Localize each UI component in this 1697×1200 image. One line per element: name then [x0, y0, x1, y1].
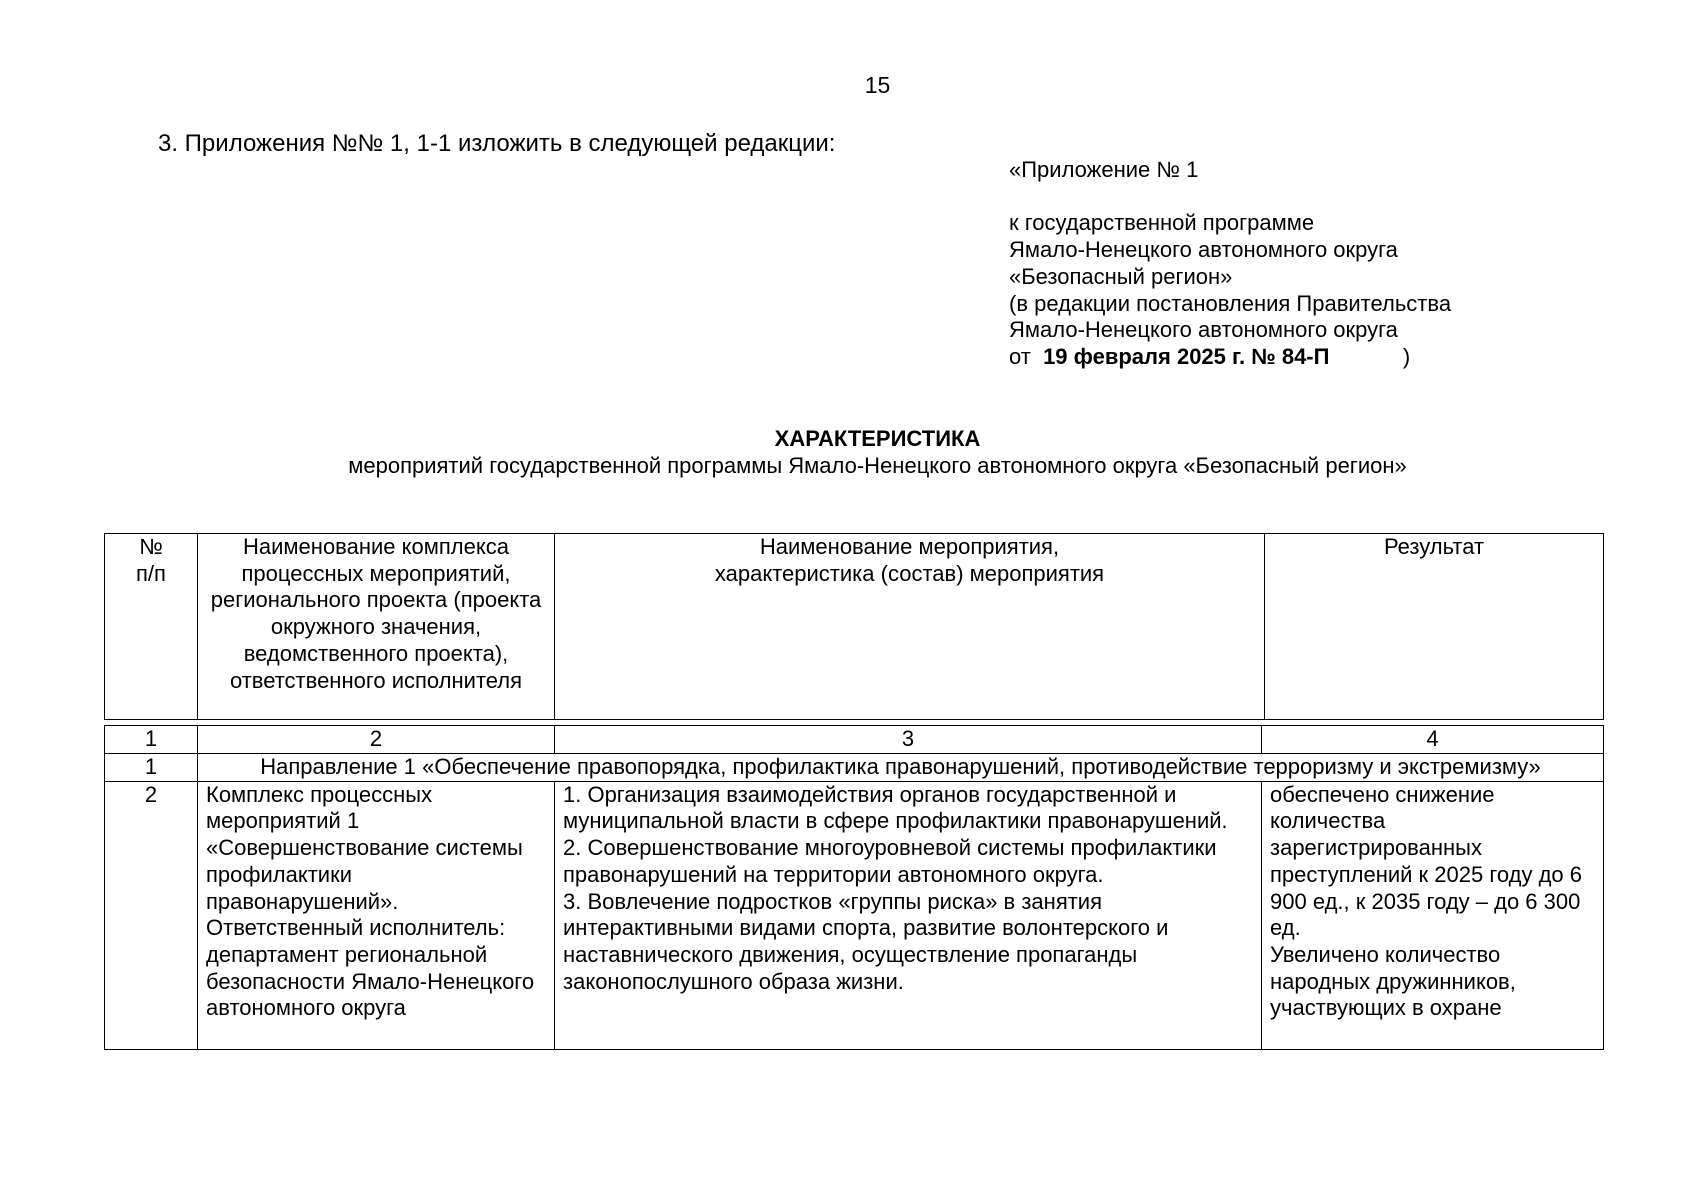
appendix-line: (в редакции постановления Правительства — [1009, 290, 1452, 316]
header-result: Результат — [1265, 534, 1604, 720]
result-text: обеспечено снижение количества зарегистрированных преступлений к 2025 году до 6 900 ед., к 2035 году – до 6 300 ед. Увеличено количество народных дружинников, участвующих в охране — [1262, 781, 1604, 1049]
appendix-date-line — [1009, 344, 1451, 371]
appendix-line: к государственной программе — [1009, 210, 1315, 236]
appendix-line: Ямало-Ненецкого автономного округа — [1009, 317, 1398, 343]
column-number-row — [105, 726, 1604, 754]
date-value: 19 февраля 2025 г. № 84-П — [1043, 343, 1330, 369]
row-number: 2 — [105, 781, 198, 1049]
appendix-title: «Приложение № 1 — [1009, 157, 1199, 182]
complex-name: Комплекс процессных мероприятий 1 «Совершенствование системы профилактики правонарушений». Ответственный исполнитель: департамент региональной безопасности Ямало-Ненецкого автономного округа — [198, 781, 555, 1049]
row-number: 1 — [105, 754, 198, 782]
heading-subtitle: мероприятий государственной программы Ямало-Ненецкого автономного округа «Безопасный регион» — [348, 453, 1407, 478]
heading-title: ХАРАКТЕРИСТИКА — [774, 426, 981, 451]
header-complex: Наименование комплекса процессных мероприятий, регионального проекта (проекта окружного значения, ведомственного проекта), ответственного исполнителя — [198, 534, 555, 720]
document-heading — [0, 425, 1697, 479]
appendix-block — [1009, 157, 1451, 371]
intro-text: 3. Приложения №№ 1, 1-1 изложить в следующей редакции: — [158, 130, 836, 157]
date-suffix: ) — [1402, 343, 1411, 369]
activity-description: 1. Организация взаимодействия органов государственной и муниципальной власти в сфере профилактики правонарушений. 2. Совершенствование многоуровневой системы профилактики правонарушений на территории автономного округа. 3. Вовлечение подростков «группы риска» в занятия интерактивными видами спорта, развитие волонтерского и наставнического движения, осуществление пропаганды законопослушного образа жизни. — [555, 781, 1262, 1049]
direction-text: Направление 1 «Обеспечение правопорядка, профилактика правонарушений, противодействие терроризму и экстремизму» — [198, 754, 1604, 782]
appendix-line: Ямало-Ненецкого автономного округа — [1009, 237, 1398, 263]
column-number: 1 — [105, 726, 198, 754]
table-body — [104, 725, 1604, 1050]
date-prefix: от — [1009, 343, 1031, 369]
page-number: 15 — [864, 72, 891, 98]
direction-row — [105, 754, 1604, 782]
header-activity: Наименование мероприятия, характеристика (состав) мероприятия — [555, 534, 1265, 720]
table-row — [105, 781, 1604, 1049]
column-number: 4 — [1262, 726, 1604, 754]
table-header — [104, 533, 1604, 720]
column-number: 3 — [555, 726, 1262, 754]
column-number: 2 — [198, 726, 555, 754]
appendix-line: «Безопасный регион» — [1009, 263, 1233, 289]
header-number: № п/п — [105, 534, 198, 720]
